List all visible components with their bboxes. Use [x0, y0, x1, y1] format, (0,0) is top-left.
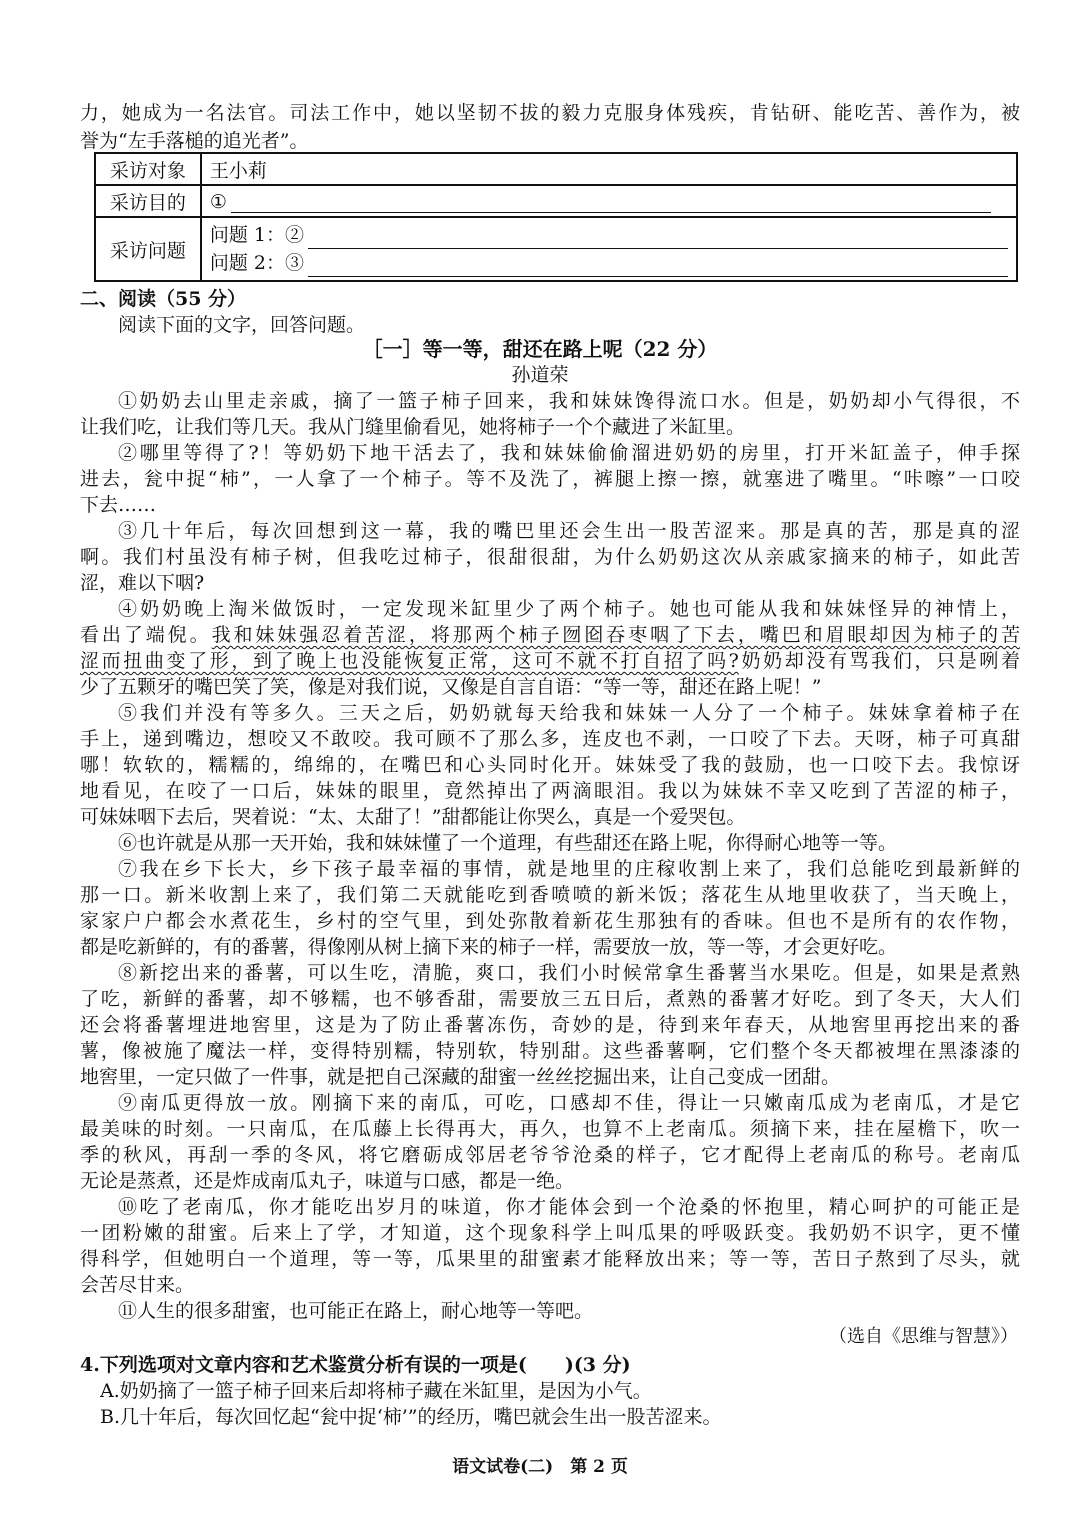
intro-line: 誉为“左手落槌的追光者”。	[80, 130, 309, 152]
table-value-cell: 王小莉	[201, 153, 1017, 185]
paragraph-line: ⑪人生的很多甜蜜，也可能正在路上，耐心地等一等吧。	[118, 1300, 594, 1322]
table-value-cell	[201, 217, 1017, 281]
page-footer: 语文试卷(二) 第 2 页	[452, 1457, 628, 1477]
paragraph-line: 可妹妹咽下去后，哭着说：“太、太甜了！”甜都能让你哭么，真是一个爱哭包。	[80, 806, 746, 828]
answer-blank-line[interactable]	[231, 190, 991, 213]
paragraph-line: ①奶奶去山里走亲戚，摘了一篮子柿子回来，我和妹妹馋得流口水。但是，奶奶却小气得很，不	[118, 390, 1020, 412]
paragraph-line: 涩，难以下咽?	[80, 572, 205, 594]
paragraph-line: 家家户户都会水煮花生，乡村的空气里，到处弥散着新花生那独有的香味。但也不是所有的农作物，	[80, 910, 1020, 932]
paragraph-line: 还会将番薯埋进地窖里，这是为了防止番薯冻伤，奇妙的是，待到来年春天，从地窖里再挖出来的番	[80, 1014, 1020, 1036]
paragraph-line: ⑨南瓜更得放一放。刚摘下来的南瓜，可吃，口感却不佳，得让一只嫩南瓜成为老南瓜，才是它	[118, 1092, 1020, 1114]
table-header-cell: 采访对象	[95, 153, 201, 185]
table-header-cell: 采访问题	[95, 217, 201, 281]
table-value-cell	[201, 185, 1017, 217]
answer-marker: ①	[209, 190, 227, 213]
underlined-sentence: 我和妹妹强忍着苦涩，将那两个柿子囫囵吞枣咽了下去，嘴巴和眉眼却因为柿子的苦	[211, 624, 1020, 646]
paragraph-line: 让我们吃，让我们等几天。我从门缝里偷看见，她将柿子一个个藏进了米缸里。	[80, 416, 746, 438]
paragraph-line: 一团粉嫩的甜蜜。后来上了学，才知道，这个现象科学上叫瓜果的呼吸跃变。我奶奶不识字，更不懂	[80, 1222, 1020, 1244]
question-stem: 4.下列选项对文章内容和艺术鉴赏分析有误的一项是( )(3 分)	[80, 1354, 631, 1376]
paragraph-line: ③几十年后，每次回想到这一幕，我的嘴巴里还会生出一股苦涩来。那是真的苦，那是真的涩	[118, 520, 1020, 542]
article-title: ［一］等一等，甜还在路上呢（22 分）	[362, 337, 718, 361]
question-line	[210, 249, 1008, 277]
answer-blank-line[interactable]	[308, 254, 1008, 277]
paragraph-text: 看出了端倪。	[80, 624, 212, 646]
paragraph-line: 啊。我们村虽没有柿子树，但我吃过柿子，很甜很甜，为什么奶奶这次从亲戚家摘来的柿子，如此苦	[80, 546, 1020, 568]
underlined-sentence: 涩而扭曲变了形，到了晚上也没能恢复正常，这可不就不打自招了吗?	[80, 650, 739, 672]
question-line	[210, 221, 1008, 249]
paragraph-line: 地看见，在咬了一口后，妹妹的眼里，竟然掉出了两滴眼泪。我以为妹妹不幸又吃到了苦涩的柿子，	[80, 780, 1020, 802]
intro-line: 力，她成为一名法官。司法工作中，她以坚韧不拔的毅力克服身体残疾，肯钻研、能吃苦、善作为，被	[80, 102, 1020, 124]
paragraph-line: 都是吃新鲜的，有的番薯，得像刚从树上摘下来的柿子一样，需要放一放，等一等，才会更好吃。	[80, 936, 898, 958]
paragraph-line: 地窖里，一定只做了一件事，就是把自己深藏的甜蜜一丝丝挖掘出来，让自己变成一团甜。	[80, 1066, 841, 1088]
paragraph-line: 最美味的时刻。一只南瓜，在瓜藤上长得再大，再久，也算不上老南瓜。须摘下来，挂在屋檐下，吹一	[80, 1118, 1020, 1140]
paragraph-line: 少了五颗牙的嘴巴笑了笑，像是对我们说，又像是自言自语：“等一等，甜还在路上呢！”	[80, 676, 822, 698]
table-row	[95, 185, 1017, 217]
section-heading: 二、阅读（55 分）	[80, 288, 247, 310]
paragraph-line: 得科学，但她明白一个道理，等一等，瓜果里的甜蜜素才能释放出来；等一等，苦日子熬到了尽头，就	[80, 1248, 1020, 1270]
table-row	[95, 153, 1017, 185]
option-a[interactable]: A.奶奶摘了一篮子柿子回来后却将柿子藏在米缸里，是因为小气。	[100, 1380, 652, 1402]
answer-blank-line[interactable]	[308, 226, 1008, 249]
paragraph-line: ④奶奶晚上淘米做饭时，一定发现米缸里少了两个柿子。她也可能从我和妹妹怪异的神情上，	[118, 598, 1020, 620]
paragraph-line: 进去，瓮中捉“柿”，一人拿了一个柿子。等不及洗了，裤腿上擦一擦，就塞进了嘴里。“咔嚓”一口咬	[80, 468, 1020, 490]
paragraph-line: 了吃，新鲜的番薯，却不够糯，也不够香甜，需要放三五日后，煮熟的番薯才好吃。到了冬天，大人们	[80, 988, 1020, 1010]
paragraph-line: 哪！软软的，糯糯的，绵绵的，在嘴巴和心头同时化开。妹妹受了我的鼓励，也一口咬下去。我惊讶	[80, 754, 1020, 776]
question-label: 问题 1：②	[209, 224, 304, 246]
paragraph-line: ⑥也许就是从那一天开始，我和妹妹懂了一个道理，有些甜还在路上呢，你得耐心地等一等。	[118, 832, 898, 854]
paragraph-line: ⑧新挖出来的番薯，可以生吃，清脆，爽口，我们小时候常拿生番薯当水果吃。但是，如果是煮熟	[118, 962, 1020, 984]
paragraph-text: 奶奶却没有骂我们，只是咧着	[738, 650, 1020, 672]
paragraph-line: ②哪里等得了?！等奶奶下地干活去了，我和妹妹偷偷溜进奶奶的房里，打开米缸盖子，伸手探	[118, 442, 1020, 464]
paragraph-line: 薯，像被施了魔法一样，变得特别糯，特别软，特别甜。这些番薯啊，它们整个冬天都被埋在黑漆漆的	[80, 1040, 1020, 1062]
article-source: （选自《思维与智慧》）	[829, 1326, 1018, 1347]
paragraph-line: ⑩吃了老南瓜，你才能吃出岁月的味道，你才能体会到一个沧桑的怀抱里，精心呵护的可能正是	[118, 1196, 1020, 1218]
table-header-cell: 采访目的	[95, 185, 201, 217]
paragraph-line: 会苦尽甘来。	[80, 1274, 195, 1296]
paragraph-line: 无论是蒸煮，还是炸成南瓜丸子，味道与口感，都是一绝。	[80, 1170, 575, 1192]
paragraph-line: 那一口。新米收割上来了，我们第二天就能吃到香喷喷的新米饭；落花生从地里收获了，当天晚上，	[80, 884, 1020, 906]
table-row	[95, 217, 1017, 281]
paragraph-line: 下去……	[80, 494, 157, 516]
paragraph-line: 手上，递到嘴边，想咬又不敢咬。我可顾不了那么多，连皮也不剥，一口咬了下去。天呀，柿子可真甜	[80, 728, 1020, 750]
instruction-text: 阅读下面的文字，回答问题。	[118, 314, 366, 336]
paragraph-line: ⑦我在乡下长大，乡下孩子最幸福的事情，就是地里的庄稼收割上来了，我们总能吃到最新鲜的	[118, 858, 1020, 880]
paragraph-line: 季的秋风，再刮一季的冬风，将它磨砺成邻居老爷爷沧桑的样子，它才配得上老南瓜的称号。老南瓜	[80, 1144, 1020, 1166]
article-author: 孙道荣	[511, 364, 569, 386]
interview-table	[94, 152, 1018, 282]
option-b[interactable]: B.几十年后，每次回忆起“瓮中捉‘柿’”的经历，嘴巴就会生出一股苦涩来。	[100, 1406, 722, 1428]
question-label: 问题 2：③	[209, 252, 304, 274]
paragraph-line: ⑤我们并没有等多久。三天之后，奶奶就每天给我和妹妹一人分了一个柿子。妹妹拿着柿子在	[118, 702, 1020, 724]
